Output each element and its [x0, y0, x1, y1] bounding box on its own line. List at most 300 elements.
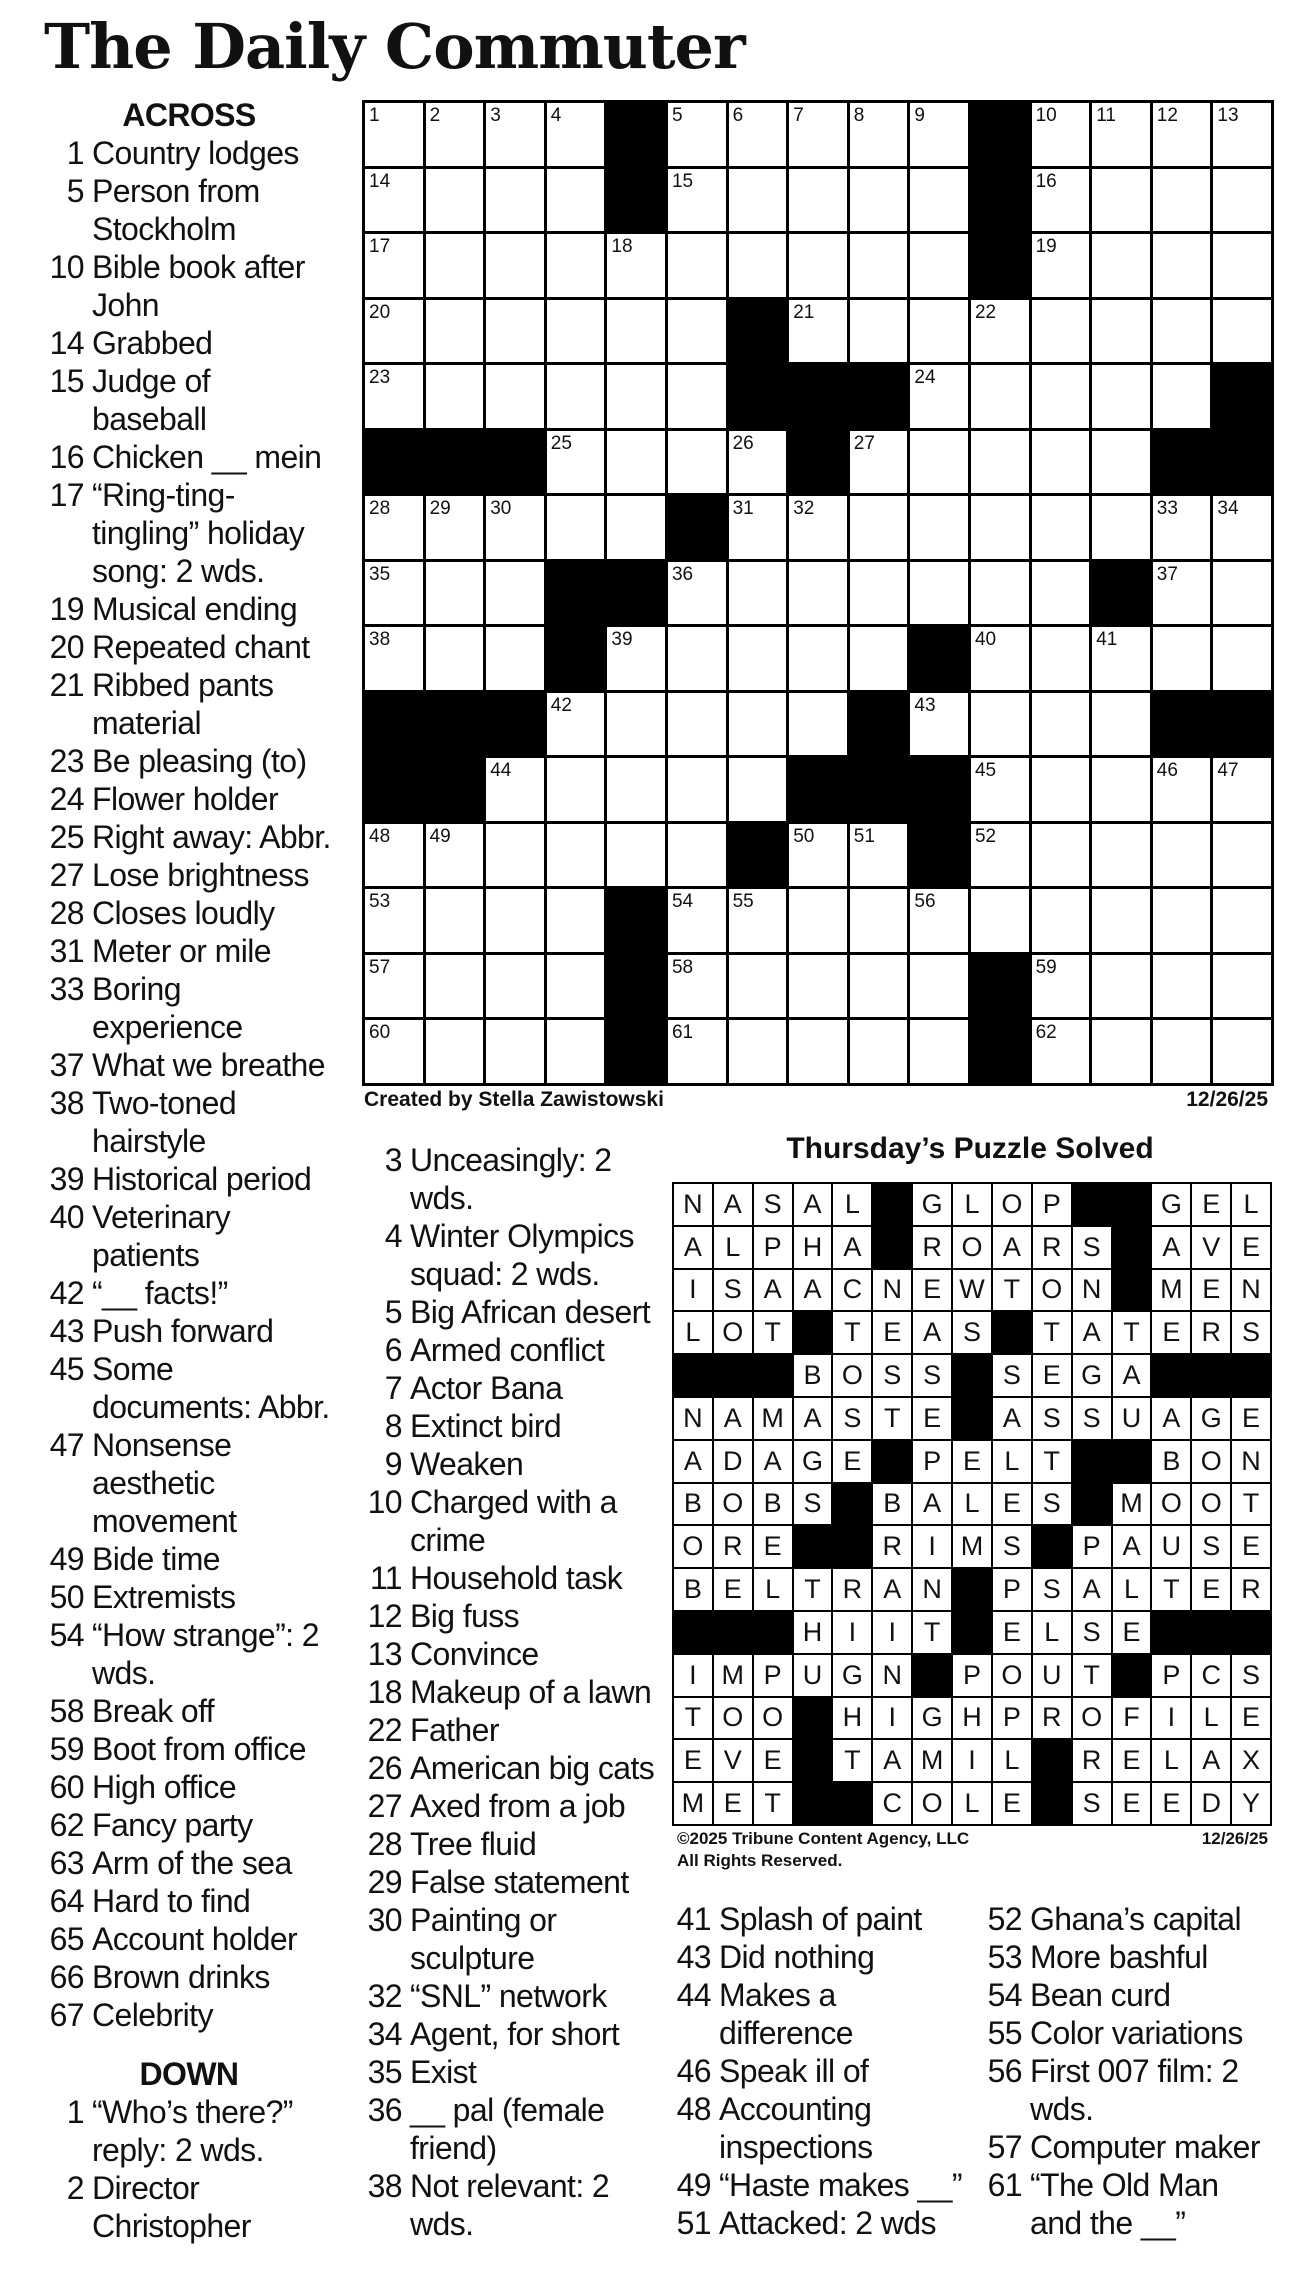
clue-line: difference: [719, 2015, 853, 2051]
clue-text: [410, 1863, 656, 1901]
grid-cell[interactable]: [729, 496, 787, 559]
grid-cell[interactable]: [426, 889, 484, 952]
clue-line: Right away: Abbr.: [92, 819, 331, 855]
grid-cell[interactable]: [668, 169, 726, 232]
grid-cell[interactable]: [486, 758, 544, 821]
grid-cell[interactable]: [426, 824, 484, 887]
grid-cell[interactable]: [547, 365, 605, 428]
solution-cell: A: [993, 1398, 1031, 1439]
clue-40: [36, 1198, 342, 1274]
grid-cell[interactable]: [547, 300, 605, 363]
grid-cell[interactable]: [789, 234, 847, 297]
grid-cell[interactable]: [365, 824, 423, 887]
grid-cell[interactable]: [607, 496, 665, 559]
grid-cell[interactable]: [426, 169, 484, 232]
cell-number: 46: [1156, 760, 1178, 782]
grid-cell[interactable]: [1092, 1020, 1150, 1083]
grid-cell[interactable]: [607, 824, 665, 887]
grid-cell[interactable]: [547, 824, 605, 887]
clue-text: [1030, 1976, 1287, 2014]
grid-cell-black: [1213, 693, 1271, 756]
grid-cell[interactable]: [850, 824, 908, 887]
down-clues-column-4: [977, 1900, 1287, 2242]
grid-cell[interactable]: [910, 562, 968, 625]
grid-cell[interactable]: [1092, 889, 1150, 952]
clue-66: [36, 1958, 342, 1996]
grid-cell[interactable]: [789, 955, 847, 1018]
grid-cell[interactable]: [486, 562, 544, 625]
grid-cell[interactable]: [789, 824, 847, 887]
grid-cell[interactable]: [426, 562, 484, 625]
grid-cell[interactable]: [1092, 103, 1150, 166]
cell-number: 26: [732, 432, 754, 454]
clue-line: Unceasingly: 2: [410, 1142, 612, 1178]
clue-text: [92, 2169, 342, 2245]
solution-cell-black: [674, 1612, 712, 1653]
grid-cell[interactable]: [910, 693, 968, 756]
clue-text: [92, 1692, 342, 1730]
grid-cell[interactable]: [486, 955, 544, 1018]
grid-cell[interactable]: [365, 562, 423, 625]
grid-cell[interactable]: [365, 496, 423, 559]
solution-cell: A: [1152, 1398, 1190, 1439]
grid-cell[interactable]: [547, 431, 605, 494]
grid-cell[interactable]: [789, 1020, 847, 1083]
solution-cell-black: [794, 1698, 832, 1739]
clue-line: song: 2 wds.: [92, 553, 265, 589]
grid-cell[interactable]: [910, 169, 968, 232]
grid-cell[interactable]: [426, 496, 484, 559]
grid-cell[interactable]: [668, 431, 726, 494]
clue-18: [356, 1673, 656, 1711]
grid-cell[interactable]: [971, 431, 1029, 494]
grid-cell[interactable]: [547, 1020, 605, 1083]
grid-cell[interactable]: [547, 234, 605, 297]
grid-cell[interactable]: [607, 627, 665, 690]
grid-cell[interactable]: [729, 627, 787, 690]
grid-cell[interactable]: [1032, 365, 1090, 428]
grid-cell[interactable]: [729, 431, 787, 494]
clue-text: [410, 1445, 656, 1483]
grid-cell[interactable]: [850, 431, 908, 494]
grid-cell[interactable]: [1153, 824, 1211, 887]
clue-67: [36, 1996, 342, 2034]
grid-cell[interactable]: [729, 169, 787, 232]
clue-line: “Ring-ting-: [92, 477, 235, 513]
grid-cell[interactable]: [1213, 1020, 1271, 1083]
grid-cell[interactable]: [850, 889, 908, 952]
grid-cell[interactable]: [1032, 169, 1090, 232]
grid-cell-black: [971, 103, 1029, 166]
grid-cell[interactable]: [486, 627, 544, 690]
clue-number: 50: [49, 1579, 84, 1615]
solution-cell: E: [674, 1740, 712, 1781]
grid-cell[interactable]: [971, 496, 1029, 559]
grid-cell[interactable]: [1213, 496, 1271, 559]
grid-cell[interactable]: [850, 169, 908, 232]
grid-cell[interactable]: [668, 955, 726, 1018]
grid-cell[interactable]: [850, 627, 908, 690]
grid-cell[interactable]: [729, 103, 787, 166]
solution-cell: O: [1073, 1698, 1111, 1739]
grid-cell[interactable]: [971, 300, 1029, 363]
grid-cell[interactable]: [789, 300, 847, 363]
grid-cell[interactable]: [1213, 758, 1271, 821]
grid-cell[interactable]: [1092, 955, 1150, 1018]
solution-cell: L: [833, 1184, 871, 1225]
grid-cell[interactable]: [607, 234, 665, 297]
grid-cell[interactable]: [789, 169, 847, 232]
grid-cell[interactable]: [1153, 496, 1211, 559]
grid-cell[interactable]: [789, 103, 847, 166]
grid-cell[interactable]: [607, 758, 665, 821]
grid-cell[interactable]: [547, 955, 605, 1018]
clue-number: 56: [987, 2053, 1022, 2089]
clue-line: Bide time: [92, 1541, 220, 1577]
grid-cell[interactable]: [729, 693, 787, 756]
grid-cell[interactable]: [1153, 562, 1211, 625]
grid-cell[interactable]: [668, 103, 726, 166]
grid-cell[interactable]: [971, 365, 1029, 428]
solution-cell: L: [1192, 1698, 1230, 1739]
grid-cell[interactable]: [1092, 496, 1150, 559]
grid-cell[interactable]: [1032, 300, 1090, 363]
grid-cell[interactable]: [365, 627, 423, 690]
grid-cell[interactable]: [607, 693, 665, 756]
grid-cell[interactable]: [486, 889, 544, 952]
solution-cell-black: [794, 1783, 832, 1824]
grid-cell[interactable]: [547, 103, 605, 166]
grid-cell[interactable]: [486, 169, 544, 232]
grid-cell[interactable]: [426, 365, 484, 428]
grid-cell[interactable]: [1092, 300, 1150, 363]
grid-cell[interactable]: [910, 955, 968, 1018]
grid-cell[interactable]: [547, 693, 605, 756]
clue-number: 42: [49, 1275, 84, 1311]
grid-cell-black: [850, 365, 908, 428]
grid-cell[interactable]: [850, 300, 908, 363]
grid-cell[interactable]: [850, 103, 908, 166]
solution-cell: Y: [1232, 1783, 1270, 1824]
solution-cell: E: [714, 1569, 752, 1610]
grid-cell[interactable]: [426, 627, 484, 690]
grid-cell[interactable]: [486, 234, 544, 297]
grid-cell[interactable]: [1032, 431, 1090, 494]
grid-cell[interactable]: [971, 627, 1029, 690]
grid-cell[interactable]: [1213, 300, 1271, 363]
solution-cell: M: [754, 1398, 792, 1439]
solution-cell: G: [913, 1184, 951, 1225]
grid-cell[interactable]: [365, 1020, 423, 1083]
cell-number: 7: [793, 105, 804, 126]
solution-cell: T: [833, 1740, 871, 1781]
grid-cell[interactable]: [1213, 234, 1271, 297]
grid-cell[interactable]: [1153, 1020, 1211, 1083]
grid-cell[interactable]: [365, 300, 423, 363]
clue-line: Makeup of a lawn: [410, 1674, 652, 1710]
solution-cell: T: [1033, 1441, 1071, 1482]
grid-cell[interactable]: [486, 824, 544, 887]
grid-cell[interactable]: [607, 300, 665, 363]
grid-cell[interactable]: [850, 496, 908, 559]
grid-cell[interactable]: [547, 496, 605, 559]
clue-text: [719, 1900, 970, 1938]
grid-cell-black: [971, 955, 1029, 1018]
solution-cell-black: [833, 1526, 871, 1567]
clue-33: [36, 970, 342, 1046]
solution-date: 12/26/25: [1201, 1829, 1268, 1848]
clue-number: 66: [49, 1959, 84, 1995]
cell-number: 32: [793, 498, 815, 520]
grid-cell[interactable]: [729, 758, 787, 821]
grid-cell[interactable]: [910, 889, 968, 952]
clue-number: 27: [367, 1788, 402, 1824]
grid-cell[interactable]: [1153, 365, 1211, 428]
grid-cell[interactable]: [426, 955, 484, 1018]
grid-cell-black: [789, 431, 847, 494]
grid-cell[interactable]: [1032, 496, 1090, 559]
clue-number: 2: [66, 2170, 84, 2206]
grid-cell[interactable]: [668, 758, 726, 821]
grid-cell-black: [910, 627, 968, 690]
clue-text: [92, 1084, 342, 1160]
grid-cell[interactable]: [850, 562, 908, 625]
grid-cell[interactable]: [607, 431, 665, 494]
solution-cell: A: [913, 1312, 951, 1353]
clue-text: [1030, 2128, 1287, 2166]
clue-line: Charged with a: [410, 1484, 617, 1520]
grid-cell[interactable]: [1032, 955, 1090, 1018]
grid-cell[interactable]: [1092, 169, 1150, 232]
solution-cell-black: [674, 1355, 712, 1396]
grid-cell[interactable]: [668, 300, 726, 363]
grid-cell[interactable]: [1213, 103, 1271, 166]
solution-cell: S: [714, 1270, 752, 1311]
solution-cell-black: [833, 1484, 871, 1525]
grid-cell[interactable]: [1032, 627, 1090, 690]
cell-number: 8: [853, 105, 865, 126]
grid-cell[interactable]: [1213, 824, 1271, 887]
grid-cell[interactable]: [668, 365, 726, 428]
clue-number: 33: [49, 971, 84, 1007]
grid-cell[interactable]: [789, 627, 847, 690]
clue-61: [977, 2166, 1287, 2242]
solution-cell: N: [873, 1270, 911, 1311]
cell-number: 48: [369, 825, 391, 847]
grid-cell[interactable]: [729, 889, 787, 952]
clue-text: [1030, 2052, 1287, 2128]
grid-cell[interactable]: [365, 169, 423, 232]
solution-cell: P: [993, 1698, 1031, 1739]
grid-cell[interactable]: [426, 1020, 484, 1083]
grid-cell[interactable]: [789, 496, 847, 559]
grid-cell[interactable]: [850, 234, 908, 297]
grid-cell[interactable]: [365, 365, 423, 428]
grid-cell[interactable]: [910, 496, 968, 559]
grid-cell[interactable]: [426, 103, 484, 166]
grid-cell[interactable]: [971, 693, 1029, 756]
clue-line: Boot from office: [92, 1731, 306, 1767]
solution-cell: A: [1192, 1740, 1230, 1781]
grid-cell-black: [910, 758, 968, 821]
grid-cell[interactable]: [1032, 1020, 1090, 1083]
grid-cell[interactable]: [850, 955, 908, 1018]
clue-number: 40: [49, 1199, 84, 1235]
solution-cell: A: [1073, 1569, 1111, 1610]
clue-number: 58: [49, 1693, 84, 1729]
grid-cell[interactable]: [910, 103, 968, 166]
grid-cell[interactable]: [1092, 234, 1150, 297]
grid-cell[interactable]: [971, 889, 1029, 952]
solution-cell: F: [1113, 1698, 1151, 1739]
clue-number: 31: [49, 933, 84, 969]
down-clues-column-3: [665, 1900, 970, 2242]
grid-cell[interactable]: [1092, 693, 1150, 756]
clue-1: [36, 2093, 342, 2169]
grid-cell[interactable]: [668, 693, 726, 756]
solution-cell: L: [1152, 1740, 1190, 1781]
grid-cell[interactable]: [910, 365, 968, 428]
grid-cell[interactable]: [1153, 955, 1211, 1018]
grid-cell[interactable]: [1213, 627, 1271, 690]
grid-cell[interactable]: [668, 1020, 726, 1083]
grid-cell[interactable]: [426, 234, 484, 297]
grid-cell[interactable]: [486, 496, 544, 559]
grid-cell[interactable]: [1153, 627, 1211, 690]
clue-line: Meter or mile: [92, 933, 271, 969]
clue-text: [719, 2204, 970, 2242]
clue-text: [92, 1046, 342, 1084]
grid-cell[interactable]: [486, 365, 544, 428]
grid-cell[interactable]: [729, 562, 787, 625]
grid-cell[interactable]: [850, 1020, 908, 1083]
grid-cell[interactable]: [547, 889, 605, 952]
grid-cell[interactable]: [729, 955, 787, 1018]
grid-cell[interactable]: [1153, 169, 1211, 232]
clue-text: [92, 1274, 342, 1312]
puzzle-date: 12/26/25: [1186, 1088, 1268, 1111]
clue-number: 18: [367, 1674, 402, 1710]
grid-cell[interactable]: [547, 758, 605, 821]
solution-cell: N: [674, 1184, 712, 1225]
grid-cell[interactable]: [668, 889, 726, 952]
grid-cell[interactable]: [486, 103, 544, 166]
grid-cell-black: [607, 1020, 665, 1083]
grid-cell[interactable]: [789, 889, 847, 952]
grid-cell[interactable]: [365, 955, 423, 1018]
grid-cell[interactable]: [1092, 627, 1150, 690]
solution-cell: A: [794, 1270, 832, 1311]
grid-cell[interactable]: [486, 300, 544, 363]
grid-cell-black: [971, 169, 1029, 232]
clue-number: 32: [367, 1978, 402, 2014]
solution-cell-black: [1152, 1355, 1190, 1396]
solution-cell: T: [754, 1312, 792, 1353]
solution-cell: G: [913, 1698, 951, 1739]
grid-cell[interactable]: [1092, 431, 1150, 494]
clue-number: 25: [49, 819, 84, 855]
grid-cell[interactable]: [1213, 889, 1271, 952]
cell-number: 28: [369, 498, 391, 520]
grid-cell[interactable]: [1092, 824, 1150, 887]
grid-cell[interactable]: [1032, 562, 1090, 625]
solution-cell: A: [794, 1184, 832, 1225]
solution-cell: E: [953, 1441, 991, 1482]
clue-text: [92, 1540, 342, 1578]
grid-cell[interactable]: [971, 758, 1029, 821]
solution-cell: I: [873, 1612, 911, 1653]
grid-cell[interactable]: [910, 431, 968, 494]
grid-cell[interactable]: [365, 234, 423, 297]
grid-cell[interactable]: [1153, 300, 1211, 363]
grid-cell[interactable]: [668, 627, 726, 690]
grid-cell[interactable]: [668, 824, 726, 887]
clue-text: [410, 1331, 656, 1369]
grid-cell[interactable]: [1032, 889, 1090, 952]
grid-cell[interactable]: [1032, 758, 1090, 821]
solution-cell: P: [913, 1441, 951, 1482]
grid-cell[interactable]: [789, 562, 847, 625]
grid-cell[interactable]: [1213, 562, 1271, 625]
solution-cell: S: [1033, 1569, 1071, 1610]
grid-cell[interactable]: [1092, 758, 1150, 821]
grid-cell[interactable]: [426, 300, 484, 363]
clue-36: [356, 2091, 656, 2167]
grid-cell[interactable]: [668, 562, 726, 625]
grid-cell[interactable]: [1213, 955, 1271, 1018]
grid-cell[interactable]: [1032, 234, 1090, 297]
grid-cell[interactable]: [729, 234, 787, 297]
grid-cell[interactable]: [486, 1020, 544, 1083]
grid-cell[interactable]: [1213, 169, 1271, 232]
grid-cell[interactable]: [1153, 103, 1211, 166]
grid-cell[interactable]: [910, 1020, 968, 1083]
solution-cell: T: [873, 1398, 911, 1439]
grid-cell[interactable]: [1153, 758, 1211, 821]
grid-cell[interactable]: [365, 889, 423, 952]
grid-cell[interactable]: [1153, 234, 1211, 297]
grid-cell[interactable]: [971, 562, 1029, 625]
clue-text: [92, 856, 342, 894]
grid-cell[interactable]: [789, 693, 847, 756]
grid-cell[interactable]: [365, 103, 423, 166]
clue-text: [719, 1976, 970, 2052]
cell-number: 20: [369, 301, 391, 323]
grid-cell[interactable]: [1032, 693, 1090, 756]
grid-cell[interactable]: [607, 365, 665, 428]
solution-cell: O: [1192, 1484, 1230, 1525]
clue-number: 36: [367, 2092, 402, 2128]
solution-cell: U: [1113, 1398, 1151, 1439]
grid-cell[interactable]: [1032, 103, 1090, 166]
grid-cell[interactable]: [668, 234, 726, 297]
grid-cell-black: [426, 431, 484, 494]
cell-number: 47: [1217, 760, 1239, 782]
clue-38: [36, 1084, 342, 1160]
grid-cell[interactable]: [910, 300, 968, 363]
clue-text: [410, 2053, 656, 2091]
grid-cell[interactable]: [729, 1020, 787, 1083]
grid-cell[interactable]: [1092, 365, 1150, 428]
solution-cell: G: [1073, 1355, 1111, 1396]
grid-cell[interactable]: [547, 169, 605, 232]
solution-cell: L: [674, 1312, 712, 1353]
clue-line: Two-toned: [92, 1085, 237, 1121]
grid-cell[interactable]: [971, 824, 1029, 887]
grid-cell[interactable]: [1153, 889, 1211, 952]
grid-cell[interactable]: [910, 234, 968, 297]
grid-cell[interactable]: [1032, 824, 1090, 887]
